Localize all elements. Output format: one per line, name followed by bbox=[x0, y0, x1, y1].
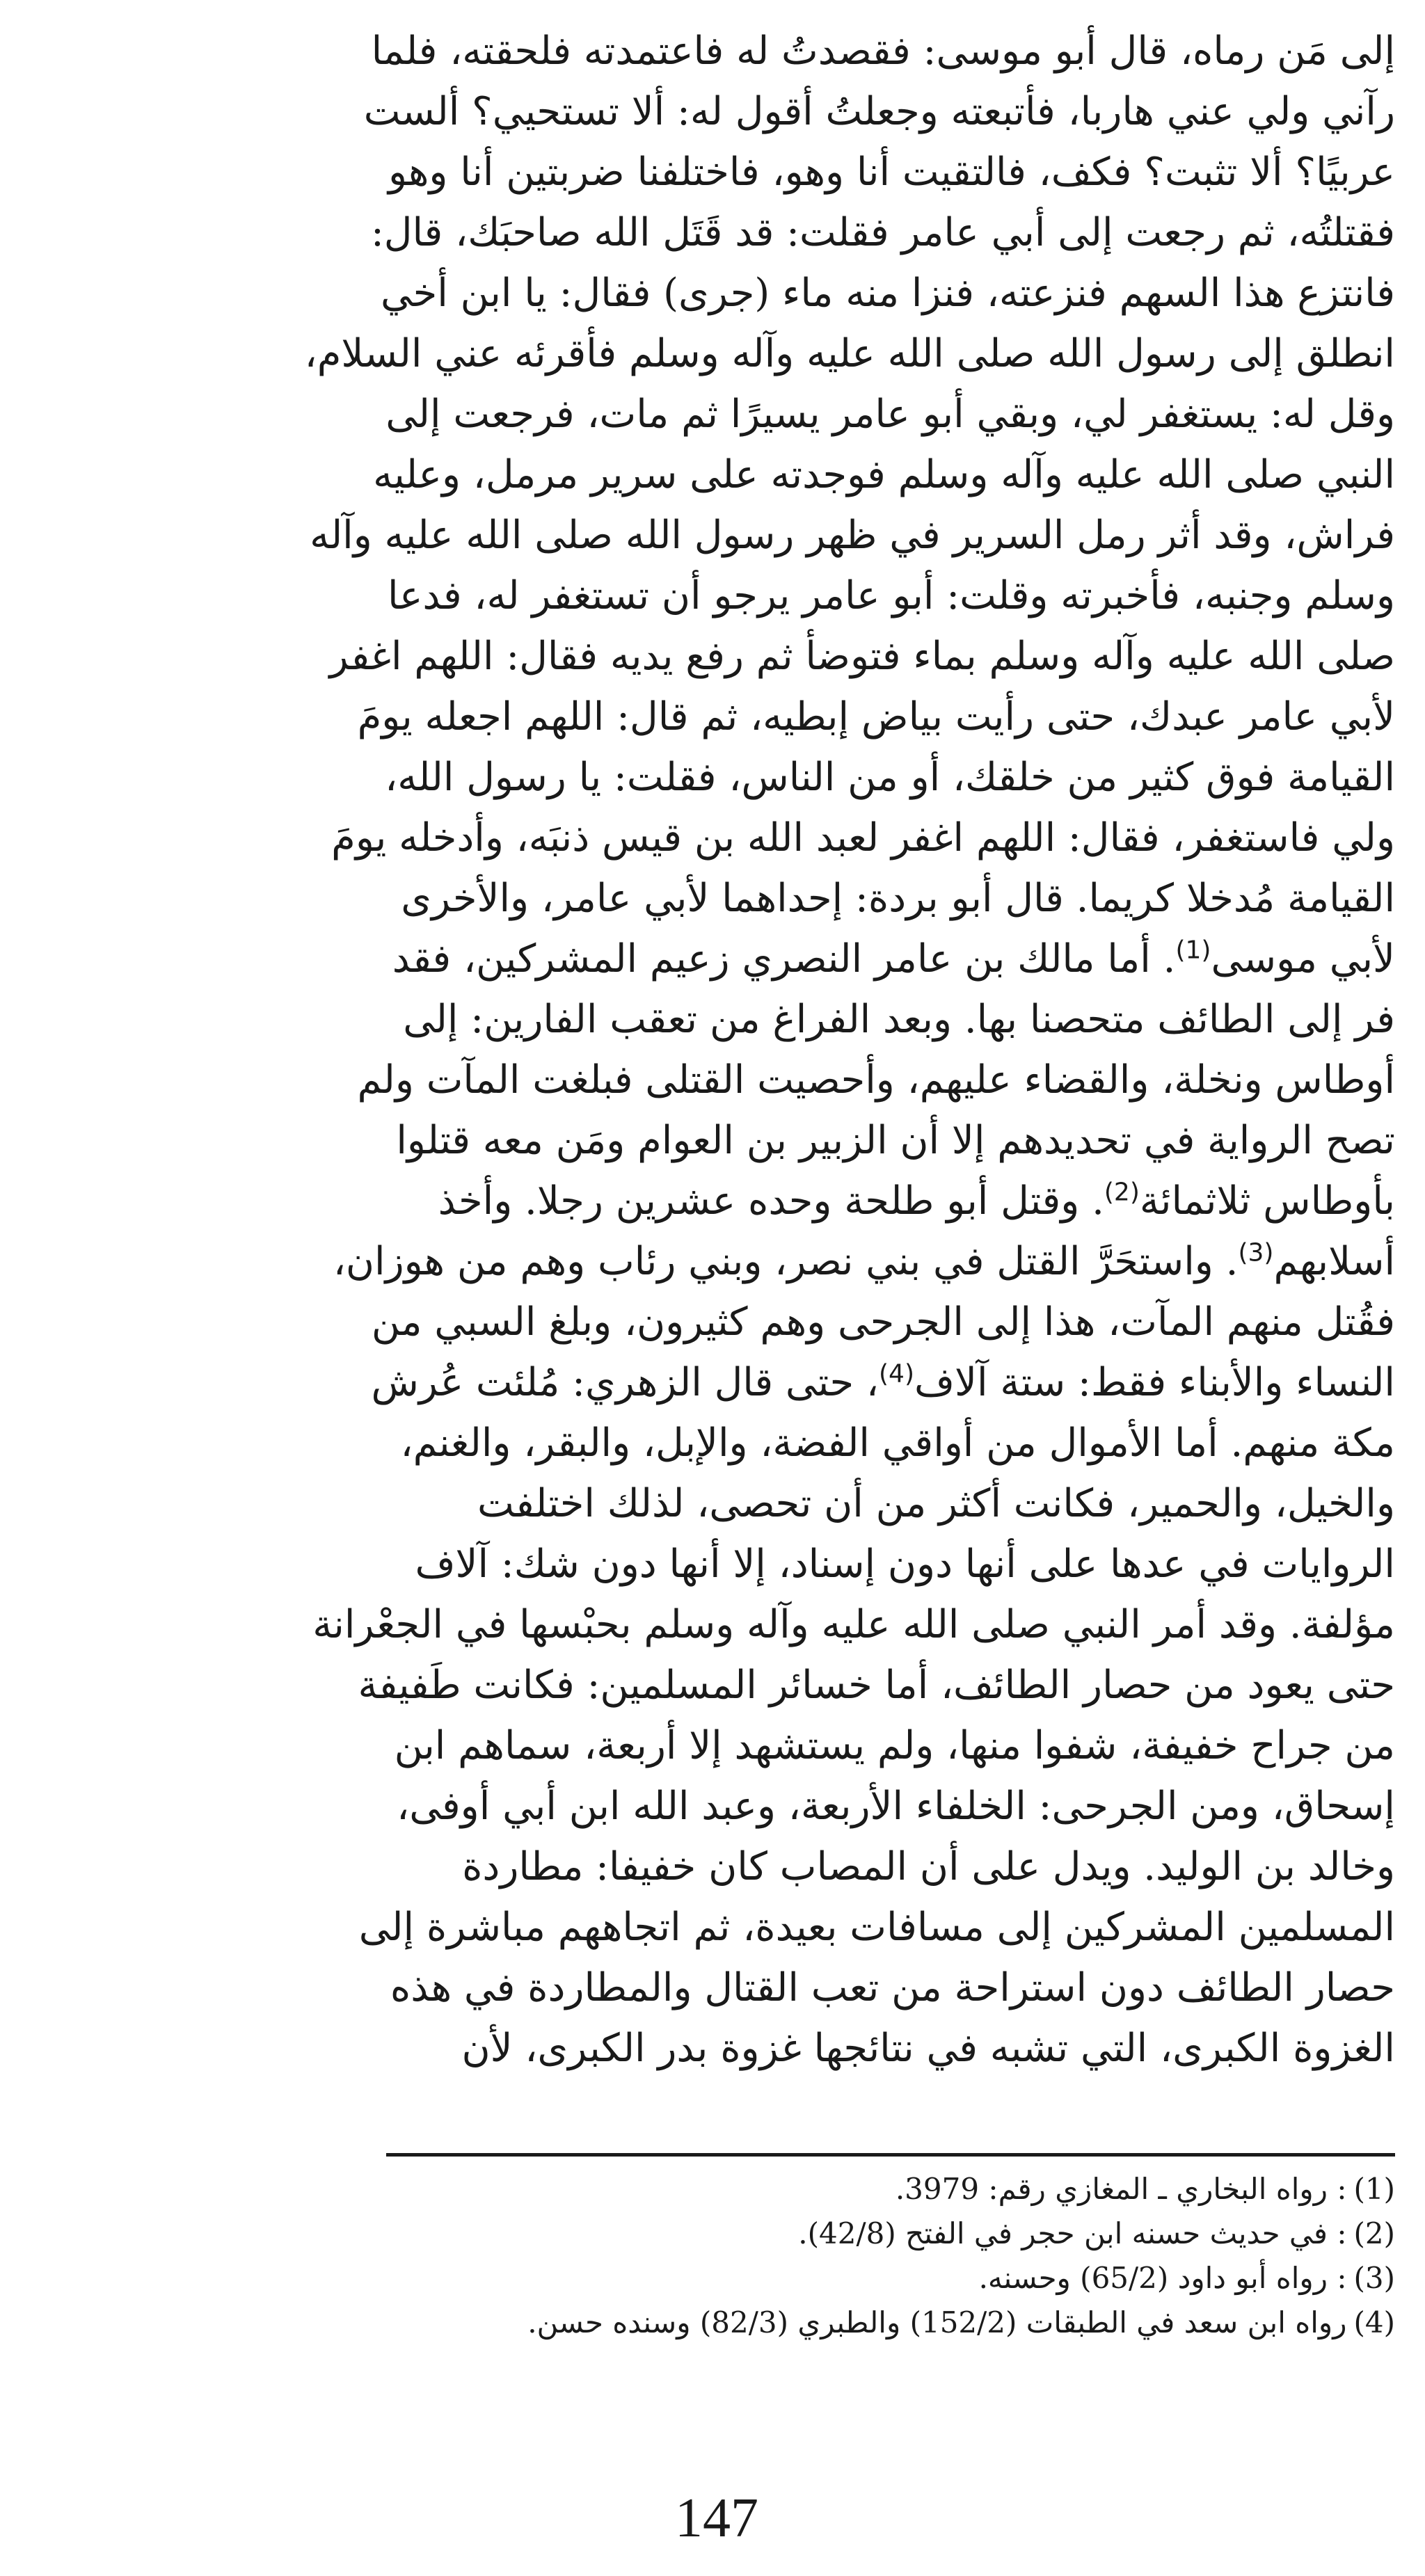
footnote-item bbox=[38, 2167, 1395, 2211]
text-line: صلى الله عليه وآله وسلم بماء فتوضأ ثم رفع يديه فقال: اللهم اغفر bbox=[329, 634, 1395, 679]
footnotes bbox=[38, 2167, 1395, 2345]
text-line: وخالد بن الوليد. ويدل على أن المصاب كان خفيفا: مطاردة bbox=[462, 1844, 1395, 1889]
footnote-number: (3) bbox=[1353, 2261, 1395, 2295]
text-line: لأبي عامر عبدك، حتى رأيت بياض إبطيه، ثم قال: اللهم اجعله يومَ bbox=[357, 694, 1395, 739]
text-line: رآني ولي عني هاربا، فأتبعته وجعلتُ أقول له: ألا تستحيي؟ ألست bbox=[363, 89, 1395, 134]
text-segment: النساء والأبناء فقط: ستة آلاف bbox=[914, 1360, 1395, 1405]
page-number: 147 bbox=[675, 2488, 758, 2549]
footnote-ref-2[interactable]: (2) bbox=[1104, 1178, 1140, 1207]
text-line: والخيل، والحمير، فكانت أكثر من أن تحصى، لذلك اختلفت bbox=[477, 1481, 1395, 1526]
footnote-item bbox=[38, 2301, 1395, 2345]
text-line: مؤلفة. وقد أمر النبي صلى الله عليه وآله وسلم بحبْسها في الجعْرانة bbox=[312, 1602, 1395, 1647]
text-line: حتى يعود من حصار الطائف، أما خسائر المسلمين: فكانت طَفيفة bbox=[358, 1663, 1395, 1708]
text-segment: بأوطاس ثلاثمائة bbox=[1139, 1178, 1395, 1224]
text-line: وقل له: يستغفر لي، وبقي أبو عامر يسيرًا ثم مات، فرجعت إلى bbox=[385, 392, 1395, 437]
footnote-item bbox=[38, 2211, 1395, 2256]
text-line: مكة منهم. أما الأموال من أواقي الفضة، والإبل، والبقر، والغنم، bbox=[400, 1421, 1395, 1466]
text-line: فقُتل منهم المآت، هذا إلى الجرحى وهم كثيرون، وبلغ السبي من bbox=[371, 1299, 1395, 1345]
footnote-text: رواه ابن سعد في الطبقات (152/2) والطبري (82/3) وسنده حسن. bbox=[527, 2305, 1347, 2339]
text-line: أوطاس ونخلة، والقضاء عليهم، وأحصيت القتلى فبلغت المآت ولم bbox=[357, 1057, 1395, 1103]
text-line: فراش، وقد أثر رمل السرير في ظهر رسول الله صلى الله عليه وآله bbox=[310, 513, 1395, 558]
text-line: وسلم وجنبه، فأخبرته وقلت: أبو عامر يرجو أن تستغفر له، فدعا bbox=[387, 573, 1395, 618]
footnote-divider bbox=[386, 2153, 1395, 2157]
footnote-ref-4[interactable]: (4) bbox=[878, 1359, 914, 1389]
text-line: المسلمين المشركين إلى مسافات بعيدة، ثم اتجاههم مباشرة إلى bbox=[358, 1905, 1395, 1950]
text-segment: ، حتى قال الزهري: مُلئت عُرش bbox=[371, 1360, 879, 1405]
text-line: فانتزع هذا السهم فنزعته، فنزا منه ماء (جرى) فقال: يا ابن أخي bbox=[380, 271, 1395, 316]
text-line: الروايات في عدها على أنها دون إسناد، إلا أنها دون شك: آلاف bbox=[415, 1542, 1395, 1587]
footnote-ref-1[interactable]: (1) bbox=[1175, 936, 1211, 965]
text-line: تصح الرواية في تحديدهم إلا أن الزبير بن العوام ومَن معه قتلوا bbox=[396, 1118, 1395, 1163]
text-segment: لأبي موسى bbox=[1211, 936, 1395, 982]
text-line: إلى مَن رماه، قال أبو موسى: فقصدتُ له فاعتمدته فلحقته، فلما bbox=[371, 29, 1395, 74]
text-line bbox=[38, 929, 1395, 989]
text-line bbox=[38, 1231, 1395, 1292]
text-line: من جراح خفيفة، شفوا منها، ولم يستشهد إلا أربعة، سماهم ابن bbox=[394, 1723, 1395, 1768]
footnote-item bbox=[38, 2256, 1395, 2301]
text-line bbox=[38, 1171, 1395, 1231]
text-line bbox=[38, 1352, 1395, 1413]
text-segment: . واستحَرَّ القتل في بني نصر، وبني رئاب وهم من هوزان، bbox=[333, 1239, 1239, 1284]
footnote-text: : رواه أبو داود (65/2) وحسنه. bbox=[978, 2261, 1347, 2295]
footnote-ref-3[interactable]: (3) bbox=[1238, 1238, 1274, 1267]
footnote-number: (4) bbox=[1353, 2305, 1395, 2339]
text-line: القيامة فوق كثير من خلقك، أو من الناس، فقلت: يا رسول الله، bbox=[385, 755, 1395, 800]
footnote-text: : في حديث حسنه ابن حجر في الفتح (42/8). bbox=[798, 2216, 1347, 2250]
text-line: فر إلى الطائف متحصنا بها. وبعد الفراغ من تعقب الفارين: إلى bbox=[403, 997, 1395, 1042]
text-line: القيامة مُدخلا كريما. قال أبو بردة: إحداهما لأبي عامر، والأخرى bbox=[401, 876, 1395, 921]
footnote-number: (1) bbox=[1353, 2172, 1395, 2206]
text-line: انطلق إلى رسول الله صلى الله عليه وآله وسلم فأقرئه عني السلام، bbox=[304, 331, 1395, 376]
main-text bbox=[38, 21, 1395, 2079]
book-page bbox=[38, 21, 1395, 2553]
footnote-number: (2) bbox=[1353, 2216, 1395, 2250]
text-line: الغزوة الكبرى، التي تشبه في نتائجها غزوة بدر الكبرى، لأن bbox=[461, 2026, 1395, 2071]
text-line: حصار الطائف دون استراحة من تعب القتال والمطاردة في هذه bbox=[390, 1965, 1395, 2010]
text-segment: . أما مالك بن عامر النصري زعيم المشركين، فقد bbox=[392, 936, 1176, 982]
text-line: فقتلتُه، ثم رجعت إلى أبي عامر فقلت: قد قَتَل الله صاحبَك، قال: bbox=[370, 210, 1395, 255]
footnote-text: : رواه البخاري ـ المغازي رقم: 3979. bbox=[895, 2172, 1347, 2206]
text-segment: . وقتل أبو طلحة وحده عشرين رجلا. وأخذ bbox=[438, 1178, 1104, 1224]
text-line: ولي فاستغفر، فقال: اللهم اغفر لعبد الله بن قيس ذنبَه، وأدخله يومَ bbox=[331, 815, 1395, 861]
text-line: النبي صلى الله عليه وآله وسلم فوجدته على سرير مرمل، وعليه bbox=[373, 452, 1395, 497]
text-line: عربيًا؟ ألا تثبت؟ فكف، فالتقيت أنا وهو، فاختلفنا ضربتين أنا وهو bbox=[388, 150, 1395, 195]
text-line: إسحاق، ومن الجرحى: الخلفاء الأربعة، وعبد الله ابن أبي أوفى، bbox=[397, 1784, 1395, 1829]
text-segment: أسلابهم bbox=[1273, 1239, 1395, 1284]
